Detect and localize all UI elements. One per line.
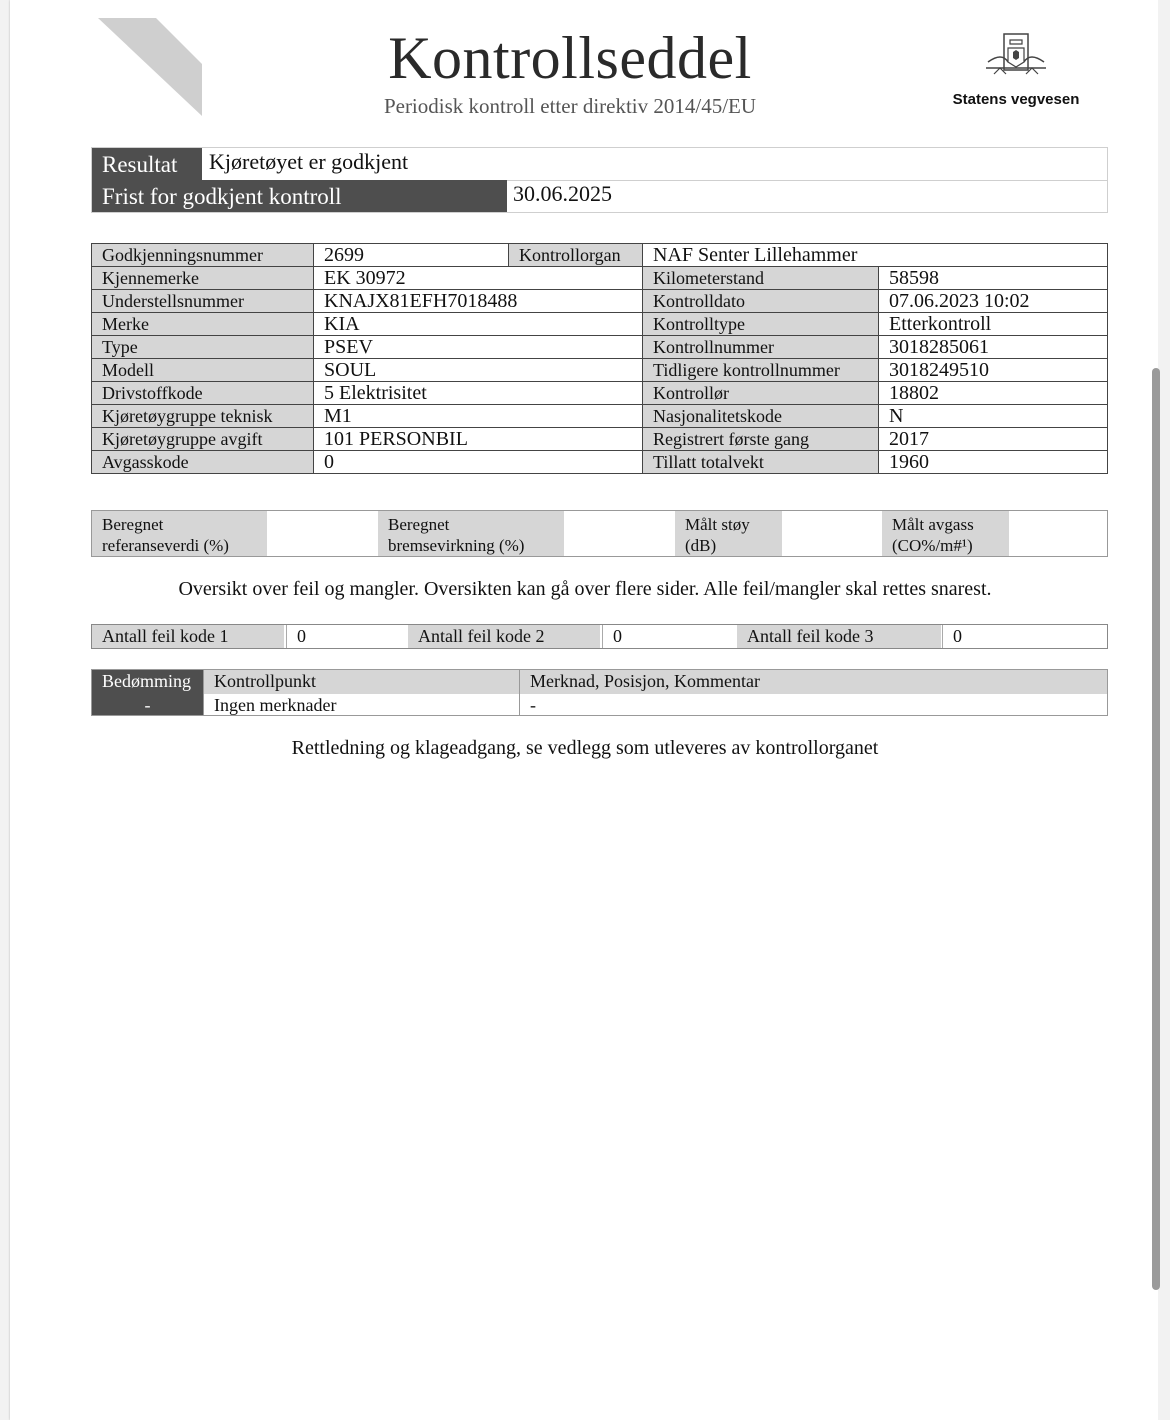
info-label: Kontrolltype [643, 313, 879, 336]
noise-value [782, 511, 882, 556]
info-label: Kjennemerke [92, 267, 314, 290]
vehicle-info-row [92, 451, 1108, 474]
info-label: Avgasskode [92, 451, 314, 474]
remark-value: - [519, 694, 1107, 715]
vehicle-info-table [91, 243, 1108, 474]
ref-value [267, 511, 378, 556]
info-label: Drivstoffkode [92, 382, 314, 405]
fault-code1-label: Antall feil kode 1 [92, 625, 284, 648]
fault-code2-label: Antall feil kode 2 [408, 625, 600, 648]
deadline-label: Frist for godkjent kontroll [92, 180, 507, 212]
noise-label [675, 511, 782, 556]
exhaust-label-line1: Målt avgass [892, 515, 974, 534]
exhaust-label [882, 511, 1009, 556]
footer-note: Rettledning og klageadgang, se vedlegg som utleveres av kontrollorganet [291, 737, 879, 759]
page-subtitle: Periodisk kontroll etter direktiv 2014/45/EU [383, 94, 757, 118]
info-value: 18802 [879, 382, 1108, 405]
brake-label [378, 511, 564, 556]
info-value: 0 [314, 451, 643, 474]
vehicle-info-row [92, 267, 1108, 290]
vehicle-info-row [92, 405, 1108, 428]
assessment-header: Bedømming [92, 670, 203, 694]
scrollbar-thumb[interactable] [1152, 368, 1160, 1290]
vehicle-info-row [92, 428, 1108, 451]
info-label: Kjøretøygruppe teknisk [92, 405, 314, 428]
fault-counts [91, 624, 1108, 649]
info-value: M1 [314, 405, 643, 428]
vehicle-info-row [92, 244, 1108, 267]
result-label: Resultat [92, 148, 202, 180]
fault-code1-value: 0 [286, 625, 408, 648]
coat-of-arms-icon [984, 32, 1048, 82]
statens-vegvesen-logo [946, 32, 1086, 108]
info-label: Registrert første gang [643, 428, 879, 451]
info-label: Merke [92, 313, 314, 336]
assessment-table [91, 669, 1108, 716]
info-value: N [879, 405, 1108, 428]
info-value: 101 PERSONBIL [314, 428, 643, 451]
noise-label-line1: Målt støy [685, 515, 750, 534]
vehicle-info-row [92, 382, 1108, 405]
info-value: 3018249510 [879, 359, 1108, 382]
vehicle-info-row [92, 313, 1108, 336]
info-label: Godkjenningsnummer [92, 244, 314, 267]
info-value: 07.06.2023 10:02 [879, 290, 1108, 313]
assessment-value: - [92, 694, 203, 715]
info-value: 2017 [879, 428, 1108, 451]
info-value: PSEV [314, 336, 643, 359]
info-label: Tidligere kontrollnummer [643, 359, 879, 382]
deadline-value: 30.06.2025 [513, 181, 612, 206]
remark-header: Merknad, Posisjon, Kommentar [519, 670, 1107, 694]
info-value: 58598 [879, 267, 1108, 290]
brake-label-line1: Beregnet [388, 515, 450, 534]
info-label: Kjøretøygruppe avgift [92, 428, 314, 451]
info-label: Type [92, 336, 314, 359]
fault-code3-label: Antall feil kode 3 [737, 625, 941, 648]
info-value: NAF Senter Lillehammer [643, 244, 1108, 267]
info-value: 3018285061 [879, 336, 1108, 359]
ref-label-line2: referanseverdi (%) [102, 536, 229, 555]
page-title: Kontrollseddel [388, 25, 752, 91]
exhaust-label-line2: (CO%/m#¹) [892, 536, 973, 555]
info-label: Understellsnummer [92, 290, 314, 313]
info-label: Kontrollorgan [509, 244, 643, 267]
info-value: 1960 [879, 451, 1108, 474]
info-label: Nasjonalitetskode [643, 405, 879, 428]
vehicle-info-row [92, 359, 1108, 382]
info-value: EK 30972 [314, 267, 643, 290]
checkpoint-value: Ingen merknader [203, 694, 519, 715]
measurements-box [91, 510, 1108, 557]
info-value: KNAJX81EFH7018488 [314, 290, 643, 313]
info-label: Kontrolldato [643, 290, 879, 313]
fault-code2-value: 0 [602, 625, 737, 648]
checkpoint-header: Kontrollpunkt [203, 670, 519, 694]
logo-text: Statens vegvesen [952, 91, 1080, 108]
result-row [92, 148, 1107, 181]
info-label: Kontrollnummer [643, 336, 879, 359]
result-value: Kjøretøyet er godkjent [209, 149, 409, 174]
exhaust-value [1009, 511, 1107, 556]
ref-label-line1: Beregnet [102, 515, 164, 534]
noise-label-line2: (dB) [685, 536, 717, 555]
overview-text: Oversikt over feil og mangler. Oversikten kan gå over flere sider. Alle feil/mangler skal rettes snarest. [178, 578, 992, 600]
info-label: Tillatt totalvekt [643, 451, 879, 474]
info-value: KIA [314, 313, 643, 336]
fault-code3-value: 0 [942, 625, 1107, 648]
vehicle-info-row [92, 290, 1108, 313]
result-box [91, 147, 1108, 213]
deadline-row [92, 180, 1107, 212]
vehicle-info-row [92, 336, 1108, 359]
info-label: Kilometerstand [643, 267, 879, 290]
info-value: Etterkontroll [879, 313, 1108, 336]
brake-label-line2: bremsevirkning (%) [388, 536, 525, 555]
info-label: Kontrollør [643, 382, 879, 405]
brake-value [564, 511, 675, 556]
ref-value-label [92, 511, 267, 556]
info-label: Modell [92, 359, 314, 382]
info-value: 2699 [314, 244, 509, 267]
info-value: SOUL [314, 359, 643, 382]
info-value: 5 Elektrisitet [314, 382, 643, 405]
